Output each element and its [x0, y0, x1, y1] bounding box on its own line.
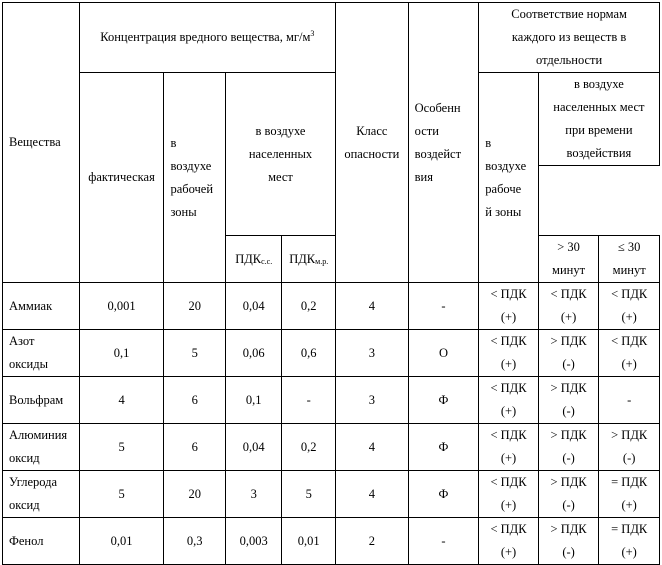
- cell-hazard-class: 4: [336, 424, 409, 471]
- header-over30: > 30 минут: [538, 236, 599, 283]
- cell-pdk-mr: 0,6: [282, 330, 336, 377]
- table-row: [3, 330, 660, 377]
- cell-comp-over30: > ПДК (-): [538, 330, 599, 377]
- cell-comp-work: < ПДК (+): [479, 424, 539, 471]
- cell-name: Фенол: [3, 518, 80, 565]
- cell-comp-under30: = ПДК (+): [599, 471, 660, 518]
- header-features: Особенн ости воздейст вия: [408, 3, 479, 283]
- table-body: [3, 283, 660, 565]
- header-compliance: Соответствие нормам каждого из веществ в отдельности: [479, 3, 660, 73]
- header-pdk-ss-text: ПДК: [235, 251, 262, 266]
- cell-actual: 5: [79, 424, 164, 471]
- cell-comp-work: < ПДК (+): [479, 330, 539, 377]
- cell-pdk-ss: 0,04: [225, 424, 282, 471]
- cell-name: Аммиак: [3, 283, 80, 330]
- table-row: [3, 518, 660, 565]
- table-row: [3, 471, 660, 518]
- header-pdk-ss-sub: с.с.: [261, 256, 273, 266]
- cell-feature: -: [408, 283, 479, 330]
- cell-workzone: 5: [164, 330, 226, 377]
- header-comp-settlements: в воздухе населенных мест при времени воздействия: [538, 73, 659, 166]
- cell-actual: 0,01: [79, 518, 164, 565]
- cell-pdk-ss: 0,04: [225, 283, 282, 330]
- cell-hazard-class: 3: [336, 330, 409, 377]
- cell-workzone: 6: [164, 377, 226, 424]
- cell-comp-work: < ПДК (+): [479, 518, 539, 565]
- cell-actual: 4: [79, 377, 164, 424]
- cell-actual: 0,001: [79, 283, 164, 330]
- cell-comp-under30: < ПДК (+): [599, 330, 660, 377]
- cell-hazard-class: 4: [336, 283, 409, 330]
- table-row: [3, 283, 660, 330]
- header-comp-workzone: в воздухе рабоче й зоны: [479, 73, 539, 283]
- header-actual: фактическая: [79, 73, 164, 283]
- cell-comp-over30: > ПДК (-): [538, 424, 599, 471]
- cell-workzone: 20: [164, 283, 226, 330]
- cell-workzone: 6: [164, 424, 226, 471]
- header-pdk-mr-text: ПДК: [289, 251, 316, 266]
- cell-comp-work: < ПДК (+): [479, 283, 539, 330]
- header-hazard-class: Класс опасности: [336, 3, 409, 283]
- cell-pdk-mr: 0,2: [282, 283, 336, 330]
- header-pdk-ss: [225, 236, 282, 283]
- cell-comp-under30: = ПДК (+): [599, 518, 660, 565]
- cell-workzone: 0,3: [164, 518, 226, 565]
- table-row: [3, 377, 660, 424]
- header-concentration-sup: 3: [310, 29, 315, 38]
- header-pdk-mr-sub: м.р.: [315, 256, 329, 266]
- cell-feature: -: [408, 518, 479, 565]
- header-substances: Вещества: [3, 3, 80, 283]
- cell-name: Углерода оксид: [3, 471, 80, 518]
- header-concentration-text: Концентрация вредного вещества, мг/м: [100, 30, 311, 44]
- cell-feature: Ф: [408, 377, 479, 424]
- cell-name: Азот оксиды: [3, 330, 80, 377]
- cell-pdk-mr: -: [282, 377, 336, 424]
- substances-table: [2, 2, 660, 565]
- cell-pdk-mr: 5: [282, 471, 336, 518]
- cell-name: Вольфрам: [3, 377, 80, 424]
- cell-comp-under30: > ПДК (-): [599, 424, 660, 471]
- cell-pdk-ss: 0,003: [225, 518, 282, 565]
- cell-comp-work: < ПДК (+): [479, 377, 539, 424]
- cell-feature: Ф: [408, 424, 479, 471]
- cell-pdk-mr: 0,2: [282, 424, 336, 471]
- header-settlements: в воздухе населенных мест: [225, 73, 335, 236]
- cell-feature: О: [408, 330, 479, 377]
- cell-actual: 0,1: [79, 330, 164, 377]
- table-row: [3, 424, 660, 471]
- header-concentration: [79, 3, 335, 73]
- header-under30: ≤ 30 минут: [599, 236, 660, 283]
- cell-pdk-ss: 0,1: [225, 377, 282, 424]
- cell-pdk-ss: 3: [225, 471, 282, 518]
- cell-comp-over30: > ПДК (-): [538, 518, 599, 565]
- cell-comp-over30: < ПДК (+): [538, 283, 599, 330]
- cell-comp-work: < ПДК (+): [479, 471, 539, 518]
- cell-comp-under30: -: [599, 377, 660, 424]
- cell-comp-over30: > ПДК (-): [538, 377, 599, 424]
- cell-workzone: 20: [164, 471, 226, 518]
- cell-comp-under30: < ПДК (+): [599, 283, 660, 330]
- cell-pdk-mr: 0,01: [282, 518, 336, 565]
- cell-actual: 5: [79, 471, 164, 518]
- cell-feature: Ф: [408, 471, 479, 518]
- cell-hazard-class: 3: [336, 377, 409, 424]
- cell-hazard-class: 2: [336, 518, 409, 565]
- cell-comp-over30: > ПДК (-): [538, 471, 599, 518]
- cell-pdk-ss: 0,06: [225, 330, 282, 377]
- cell-hazard-class: 4: [336, 471, 409, 518]
- cell-name: Алюминия оксид: [3, 424, 80, 471]
- header-workzone: в воздухе рабочей зоны: [164, 73, 226, 283]
- header-pdk-mr: [282, 236, 336, 283]
